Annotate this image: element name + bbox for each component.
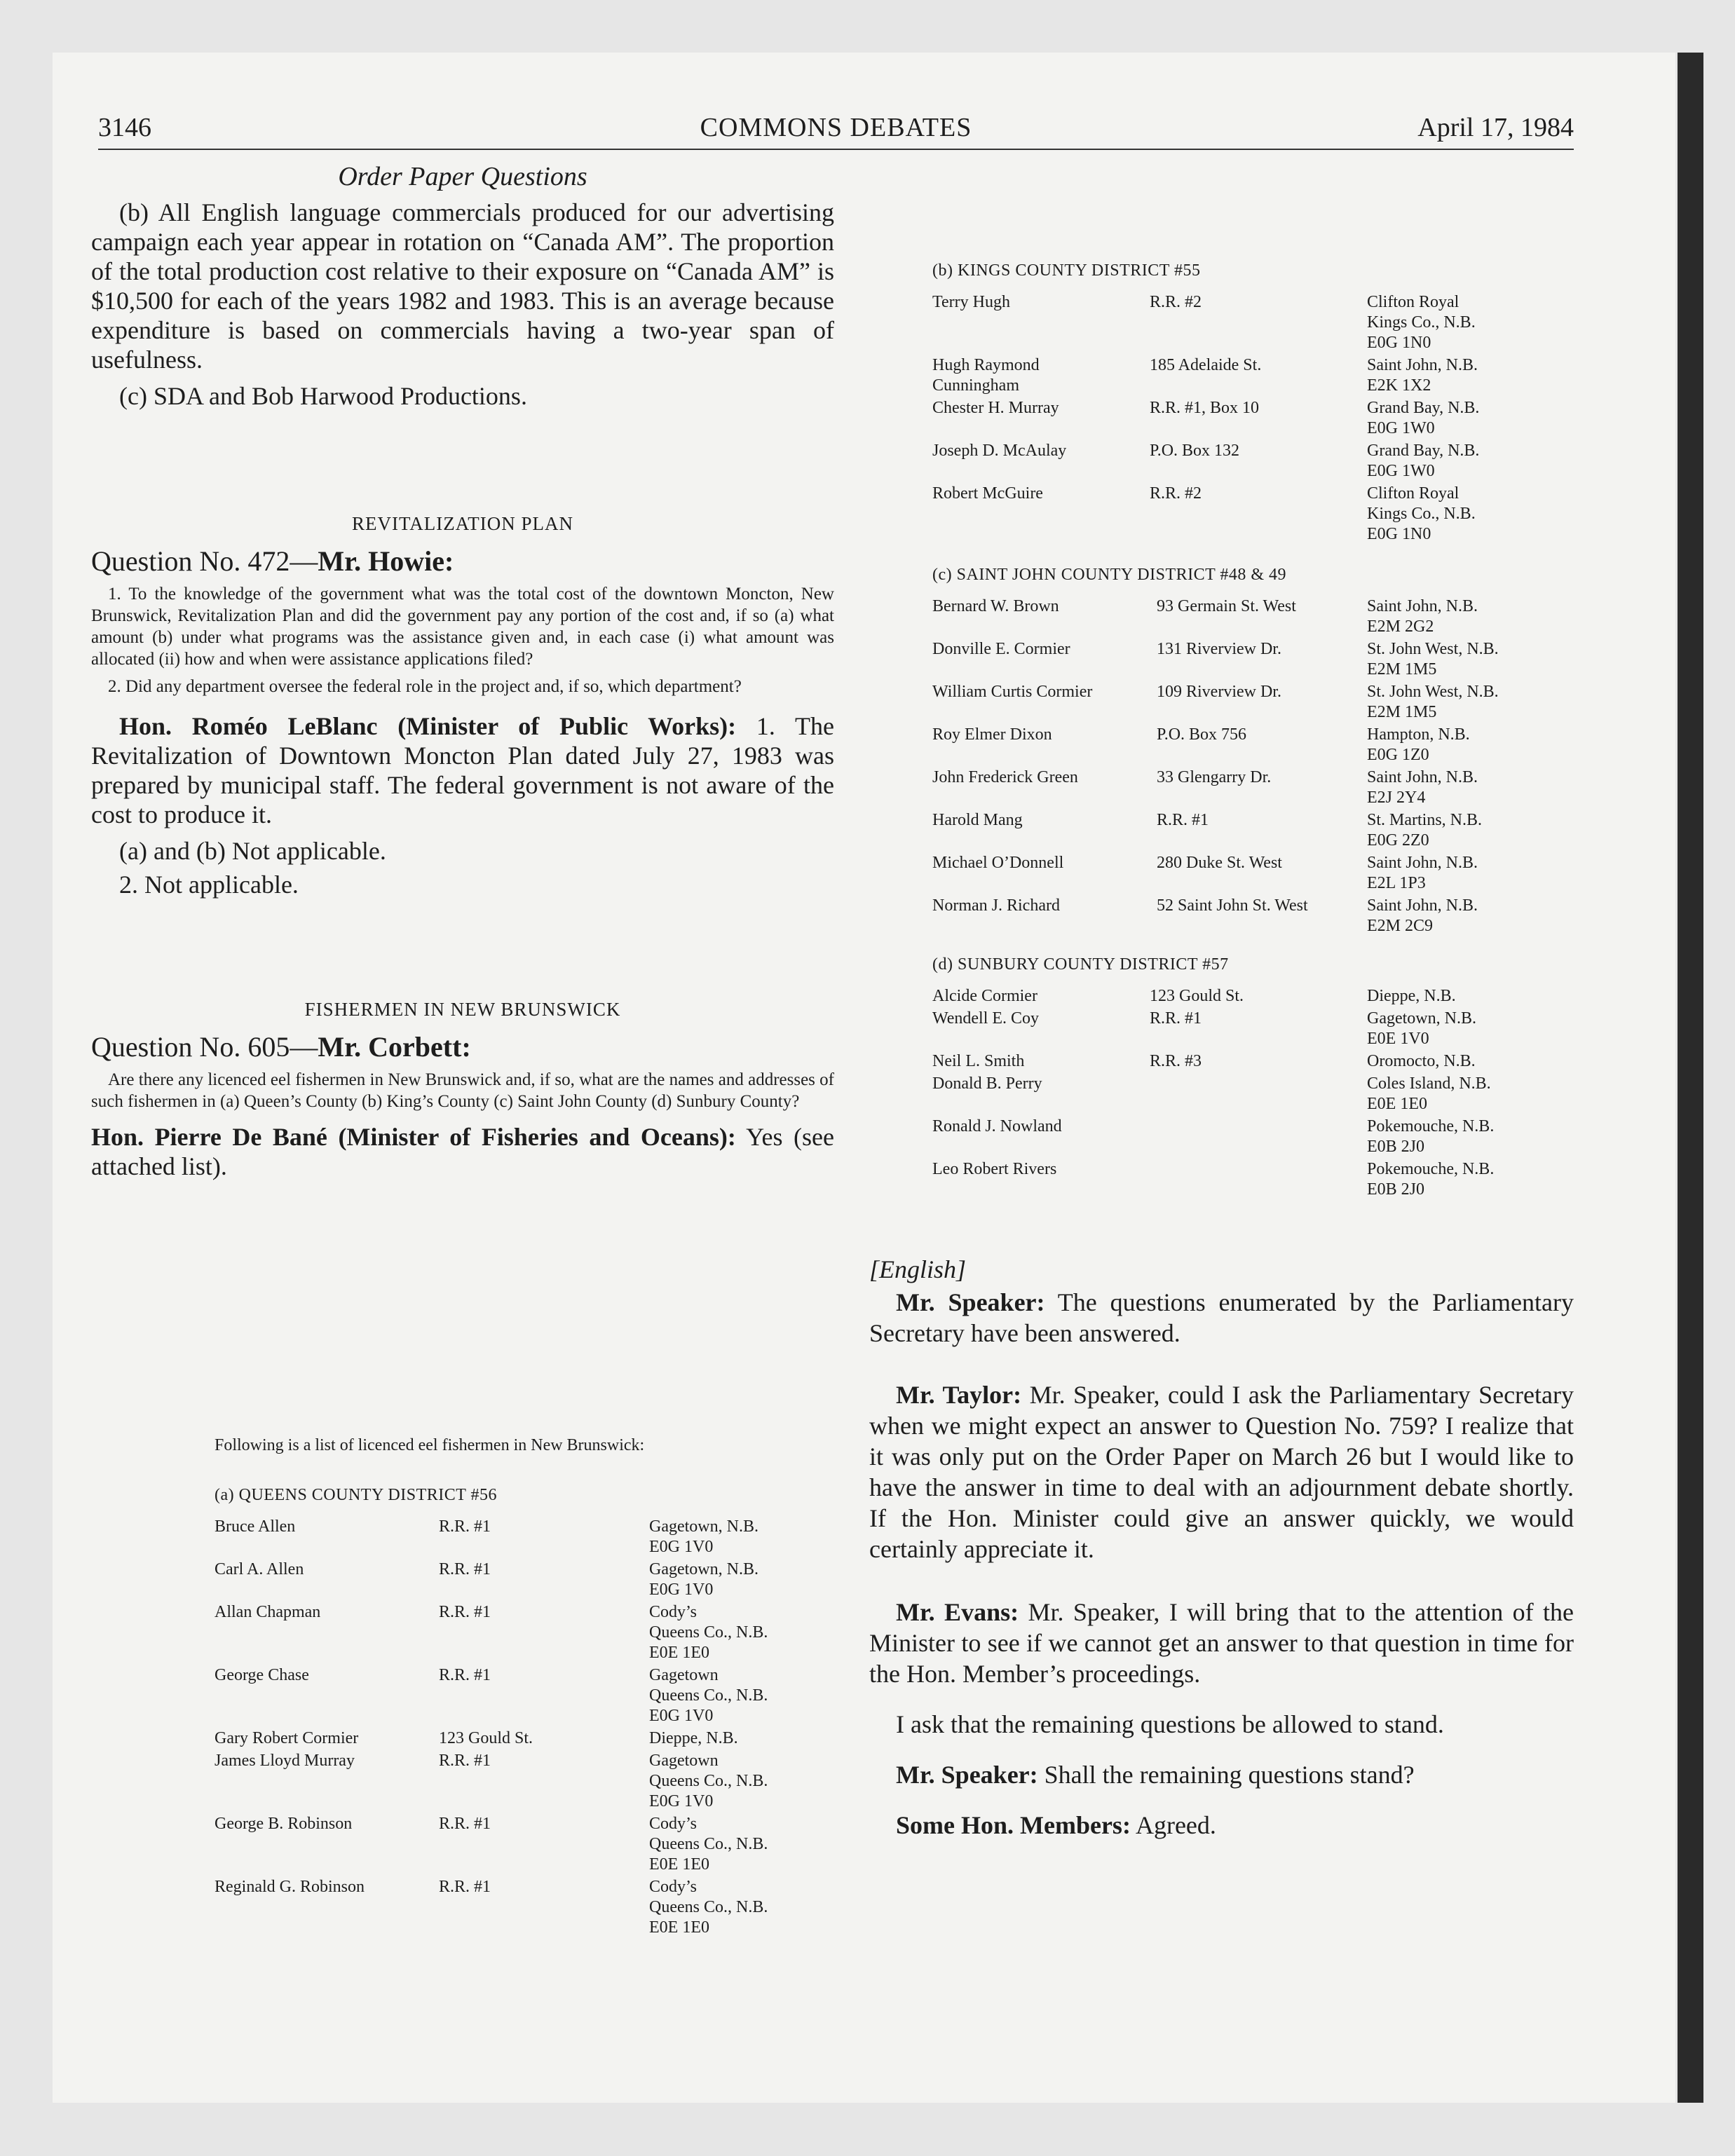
fisherman-address: R.R. #1 (439, 1666, 491, 1684)
list-item (932, 639, 1577, 682)
fisherman-address: P.O. Box 756 (1157, 725, 1247, 744)
fisherman-name: Chester H. Murray (932, 399, 1059, 417)
fishermen-heading: FISHERMEN IN NEW BRUNSWICK (304, 999, 621, 1020)
fisherman-name: Norman J. Richard (932, 896, 1060, 915)
fisherman-address: 123 Gould St. (439, 1729, 533, 1747)
fisherman-address: R.R. #1 (439, 1560, 491, 1578)
fisherman-location: Grand Bay, N.B. E0G 1W0 (1367, 442, 1480, 480)
answer-605-text: Yes (see attached list). (91, 1123, 834, 1180)
fisherman-name: Hugh Raymond Cunningham (932, 356, 1040, 395)
fisherman-name: Bruce Allen (215, 1517, 296, 1536)
fisherman-location: Dieppe, N.B. (1367, 987, 1456, 1005)
fisherman-address: P.O. Box 132 (1150, 442, 1240, 460)
fisherman-location: Saint John, N.B. E2M 2G2 (1367, 597, 1478, 636)
fisherman-address: R.R. #1 (1157, 811, 1209, 829)
fisherman-address: R.R. #1 (439, 1752, 491, 1770)
speech-text: Mr. Speaker, could I ask the Parliamentary Secretary when we might expect an answer to Question No. 759? I realize that it was only put on the Order Paper on March 26 but I would like to have the answer in time to deal with an adjournment debate shortly. If the Hon. Minister could give an answer quickly, we would certainly appreciate it. (869, 1381, 1574, 1563)
fisherman-name: William Curtis Cormier (932, 683, 1093, 701)
list-item (932, 853, 1577, 896)
fisherman-location: Saint John, N.B. E2M 2C9 (1367, 896, 1478, 935)
speaker-name: Mr. Speaker: (896, 1288, 1045, 1316)
list-item (932, 355, 1577, 398)
queens-county-list (215, 1435, 831, 1940)
publication-title: COMMONS DEBATES (700, 113, 972, 142)
list-item (932, 398, 1577, 441)
fisherman-name: James Lloyd Murray (215, 1752, 355, 1770)
list-item (932, 1159, 1577, 1202)
fisherman-location: Pokemouche, N.B. E0B 2J0 (1367, 1160, 1495, 1199)
fisherman-name: Ronald J. Nowland (932, 1117, 1062, 1135)
saint-john-district-title: (c) SAINT JOHN COUNTY DISTRICT #48 & 49 (932, 566, 1287, 584)
speaker-name: Mr. Taylor: (896, 1381, 1022, 1409)
list-item (932, 1051, 1577, 1074)
speech-text: Shall the remaining questions stand? (1037, 1761, 1415, 1789)
fisherman-location: Clifton Royal Kings Co., N.B. E0G 1N0 (1367, 293, 1476, 352)
list-item (932, 1009, 1577, 1051)
left-column (91, 161, 834, 1181)
fisherman-address: 109 Riverview Dr. (1157, 683, 1281, 701)
question-472-prefix: Question No. 472— (91, 545, 318, 577)
fisherman-address: R.R. #2 (1150, 293, 1202, 311)
page-header (98, 112, 1574, 154)
question-472-member: Mr. Howie: (318, 545, 454, 577)
fisherman-location: Coles Island, N.B. E0E 1E0 (1367, 1074, 1491, 1113)
language-marker: [English] (869, 1255, 967, 1283)
speech-evans (869, 1597, 1574, 1689)
fisherman-name: Roy Elmer Dixon (932, 725, 1052, 744)
fisherman-address: R.R. #1, Box 10 (1150, 399, 1260, 417)
fisherman-name: Donville E. Cormier (932, 640, 1070, 658)
fisherman-location: Saint John, N.B. E2K 1X2 (1367, 356, 1478, 395)
answer-472-ab: (a) and (b) Not applicable. (119, 837, 386, 865)
fisherman-location: Gagetown, N.B. E0E 1V0 (1367, 1009, 1476, 1048)
list-item (932, 292, 1577, 355)
fisherman-name: Alcide Cormier (932, 987, 1037, 1005)
speech-text: Agreed. (1130, 1811, 1216, 1839)
revitalization-heading: REVITALIZATION PLAN (351, 513, 574, 534)
queens-district-title: (a) QUEENS COUNTY DISTRICT #56 (215, 1486, 497, 1504)
speech-speaker-2 (869, 1759, 1574, 1790)
fisherman-location: Dieppe, N.B. (649, 1729, 738, 1747)
sunbury-district-title: (d) SUNBURY COUNTY DISTRICT #57 (932, 955, 1229, 974)
fisherman-address: R.R. #1 (439, 1815, 491, 1833)
question-605-label (91, 1030, 834, 1063)
question-472-part-1: 1. To the knowledge of the government what was the total cost of the downtown Moncton, New Brunswick, Revitalization Plan and did the government pay any portion of the cost and, if so (a) what amount (b) under what programs was the assistance given and, in each case (i) what amount was allocated (ii) how and when were assistance applications filed? (91, 585, 834, 669)
fisherman-location: Gagetown, N.B. E0G 1V0 (649, 1517, 758, 1556)
fisherman-location: Gagetown, N.B. E0G 1V0 (649, 1560, 758, 1599)
list-item (215, 1602, 831, 1665)
fisherman-location: St. Martins, N.B. E0G 2Z0 (1367, 811, 1483, 850)
list-item (215, 1877, 831, 1940)
kings-district-title: (b) KINGS COUNTY DISTRICT #55 (932, 261, 1201, 280)
list-item (932, 986, 1577, 1009)
fisherman-address: 93 Germain St. West (1157, 597, 1296, 615)
saint-john-county-list (932, 565, 1577, 939)
question-605-text: Are there any licenced eel fishermen in New Brunswick and, if so, what are the names and addresses of such fishermen in (a) Queen’s County (b) King’s County (c) Saint John County (d) Sunbury County? (91, 1070, 834, 1111)
speaker-name: Mr. Speaker: (896, 1761, 1038, 1789)
speech-taylor (869, 1379, 1574, 1564)
list-item (932, 484, 1577, 547)
list-item (932, 725, 1577, 767)
fisherman-address: R.R. #1 (439, 1517, 491, 1536)
speech-members (869, 1810, 1574, 1841)
fisherman-name: George B. Robinson (215, 1815, 353, 1833)
fisherman-name: Michael O’Donnell (932, 854, 1064, 872)
header-rule (98, 149, 1574, 150)
fisherman-address: 52 Saint John St. West (1157, 896, 1308, 915)
fisherman-name: Bernard W. Brown (932, 597, 1059, 615)
list-intro: Following is a list of licenced eel fishermen in New Brunswick: (215, 1436, 645, 1454)
fisherman-location: Oromocto, N.B. (1367, 1052, 1476, 1070)
list-item (932, 810, 1577, 853)
speaker-name: Mr. Evans: (896, 1598, 1019, 1626)
fisherman-name: Harold Mang (932, 811, 1023, 829)
fisherman-address: 33 Glengarry Dr. (1157, 768, 1272, 786)
question-472-part-2: 2. Did any department oversee the federal role in the project and, if so, which department? (108, 677, 742, 696)
answer-605-speaker: Hon. Pierre De Bané (Minister of Fisheries and Oceans): (91, 1123, 736, 1151)
fisherman-location: Hampton, N.B. E0G 1Z0 (1367, 725, 1470, 764)
fisherman-name: Carl A. Allen (215, 1560, 304, 1578)
fisherman-name: Donald B. Perry (932, 1074, 1042, 1093)
fisherman-address: R.R. #1 (1150, 1009, 1202, 1028)
answer-472-text: 1. The Revitalization of Downtown Moncton Plan dated July 27, 1983 was prepared by municipal staff. The federal government is not aware of the cost to produce it. (91, 712, 834, 828)
list-item (932, 1117, 1577, 1159)
fisherman-name: John Frederick Green (932, 768, 1078, 786)
fisherman-name: Neil L. Smith (932, 1052, 1025, 1070)
section-title: Order Paper Questions (338, 162, 587, 191)
fisherman-location: St. John West, N.B. E2M 1M5 (1367, 683, 1499, 721)
list-item (932, 596, 1577, 639)
fisherman-name: Robert McGuire (932, 484, 1043, 503)
fisherman-name: Allan Chapman (215, 1603, 321, 1621)
fisherman-location: Cody’s Queens Co., N.B. E0E 1E0 (649, 1815, 768, 1874)
fisherman-address: 131 Riverview Dr. (1157, 640, 1281, 658)
fisherman-address: R.R. #1 (439, 1603, 491, 1621)
list-item (215, 1751, 831, 1814)
answer-472 (91, 711, 834, 829)
list-item (932, 682, 1577, 725)
fisherman-name: Reginald G. Robinson (215, 1878, 365, 1896)
fisherman-location: Gagetown Queens Co., N.B. E0G 1V0 (649, 1666, 768, 1725)
list-item (215, 1728, 831, 1751)
fisherman-location: Cody’s Queens Co., N.B. E0E 1E0 (649, 1603, 768, 1662)
list-item (932, 1074, 1577, 1117)
question-605-prefix: Question No. 605— (91, 1031, 318, 1063)
fisherman-location: Gagetown Queens Co., N.B. E0G 1V0 (649, 1752, 768, 1810)
fisherman-address: 185 Adelaide St. (1150, 356, 1262, 374)
page-number: 3146 (98, 113, 151, 142)
list-item (215, 1517, 831, 1560)
question-605-member: Mr. Corbett: (318, 1031, 471, 1063)
scan-edge-bar (1678, 53, 1703, 2103)
sunbury-county-list (932, 955, 1577, 1202)
fisherman-location: Cody’s Queens Co., N.B. E0E 1E0 (649, 1878, 768, 1937)
fisherman-location: Saint John, N.B. E2L 1P3 (1367, 854, 1478, 892)
fisherman-name: Wendell E. Coy (932, 1009, 1040, 1028)
speech-evans-continued: I ask that the remaining questions be allowed to stand. (896, 1710, 1444, 1738)
speech-text: The questions enumerated by the Parliamentary Secretary have been answered. (869, 1288, 1574, 1347)
answer-paragraph-c: (c) SDA and Bob Harwood Productions. (119, 382, 527, 410)
debate-section (869, 1255, 1574, 1841)
speech-text: Mr. Speaker, I will bring that to the attention of the Minister to see if we cannot get an answer to that question in time for the Hon. Member’s proceedings. (869, 1598, 1574, 1688)
fisherman-address: R.R. #1 (439, 1878, 491, 1896)
fisherman-address: 280 Duke St. West (1157, 854, 1282, 872)
speech-speaker-1 (869, 1287, 1574, 1349)
answer-paragraph-b: (b) All English language commercials produced for our advertising campaign each year appear in rotation on “Canada AM”. The proportion of the total production cost relative to their exposure on “Canada AM” is $10,500 for each of the years 1982 and 1983. This is an average because expenditure is based on commercials having a two-year span of usefulness. (91, 198, 834, 374)
answer-605 (91, 1122, 834, 1181)
fisherman-address: R.R. #2 (1150, 484, 1202, 503)
kings-county-list (932, 261, 1577, 547)
question-472-label (91, 545, 834, 578)
fisherman-location: Grand Bay, N.B. E0G 1W0 (1367, 399, 1480, 437)
fisherman-location: Pokemouche, N.B. E0B 2J0 (1367, 1117, 1495, 1156)
list-item (932, 896, 1577, 939)
list-item (932, 441, 1577, 484)
fisherman-name: Gary Robert Cormier (215, 1729, 359, 1747)
speaker-name: Some Hon. Members: (896, 1811, 1131, 1839)
answer-472-2: 2. Not applicable. (119, 871, 299, 899)
fisherman-address: R.R. #3 (1150, 1052, 1202, 1070)
fisherman-name: Leo Robert Rivers (932, 1160, 1057, 1178)
page-date: April 17, 1984 (1417, 113, 1574, 142)
list-item (215, 1665, 831, 1728)
fisherman-name: Joseph D. McAulay (932, 442, 1067, 460)
list-item (932, 767, 1577, 810)
answer-472-speaker: Hon. Roméo LeBlanc (Minister of Public Works): (119, 712, 737, 740)
fisherman-location: St. John West, N.B. E2M 1M5 (1367, 640, 1499, 678)
fisherman-name: George Chase (215, 1666, 309, 1684)
fisherman-address: 123 Gould St. (1150, 987, 1244, 1005)
list-item (215, 1560, 831, 1602)
fisherman-name: Terry Hugh (932, 293, 1010, 311)
fisherman-location: Saint John, N.B. E2J 2Y4 (1367, 768, 1478, 807)
fisherman-location: Clifton Royal Kings Co., N.B. E0G 1N0 (1367, 484, 1476, 543)
list-item (215, 1814, 831, 1877)
